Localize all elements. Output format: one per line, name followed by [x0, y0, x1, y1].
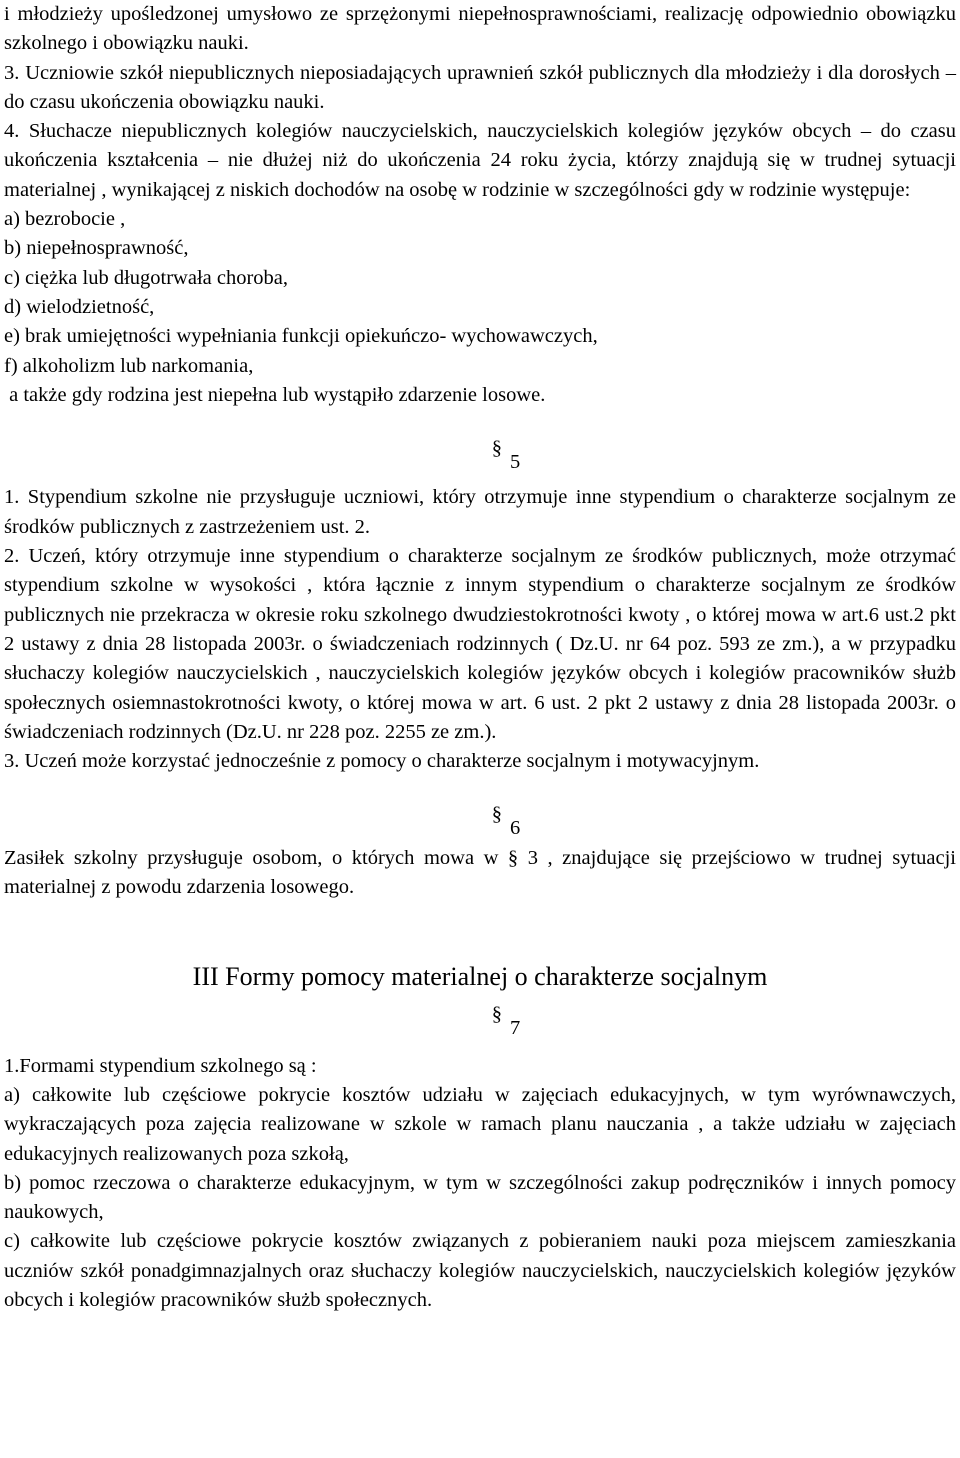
section-symbol: §: [491, 803, 502, 826]
section-number: 7: [510, 1017, 521, 1040]
section-5-heading: [4, 437, 956, 477]
list-item: c) ciężka lub długotrwała choroba,: [4, 266, 289, 289]
section-7-lead: 1.Formami stypendium szkolnego są :: [4, 1054, 317, 1077]
document-page: [4, 0, 956, 1315]
section-6-heading: [4, 803, 956, 843]
section-5-paragraph-3: 3. Uczeń może korzystać jednocześnie z pomocy o charakterze socjalnym i motywacyjnym.: [4, 750, 760, 773]
list-item: a) bezrobocie ,: [4, 208, 126, 231]
section-7-item-c: c) całkowite lub częściowe pokrycie kosztów związanych z pobieraniem nauki poza miejscem zamieszkania uczniów szkół ponadgimnazjalnych oraz słuchaczy kolegiów nauczycielskich, nauczycielskich kolegiów języków obcych i kolegiów pracowników służb społecznych.: [4, 1230, 956, 1311]
section-symbol: §: [491, 1003, 502, 1026]
section-number: 6: [510, 817, 521, 840]
intro-paragraph-3: 3. Uczniowie szkół niepublicznych nieposiadających uprawnień szkół publicznych dla młodzieży i dla dorosłych – do czasu ukończenia obowiązku nauki.: [4, 61, 956, 113]
section-7-heading: [4, 1003, 956, 1043]
section-number: 5: [510, 451, 521, 474]
intro-paragraph-continuation: i młodzieży upośledzonej umysłowo ze sprzężonymi niepełnosprawnościami, realizację odpowiednio obowiązku szkolnego i obowiązku nauki.: [4, 3, 956, 55]
intro-paragraph-4: 4. Słuchacze niepublicznych kolegiów nauczycielskich, nauczycielskich kolegiów języków obcych – do czasu ukończenia kształcenia – nie dłużej niż do ukończenia 24 roku życia, którzy znajdują się w trudnej sytuacji materialnej , wynikającej z niskich dochodów na osobę w rodzinie w szczególności gdy w rodzinie występuje:: [4, 120, 956, 201]
section-symbol: §: [491, 437, 502, 460]
list-item: a także gdy rodzina jest niepełna lub wystąpiło zdarzenie losowe.: [4, 383, 546, 406]
section-5-paragraph-1: 1. Stypendium szkolne nie przysługuje uczniowi, który otrzymuje inne stypendium o charakterze socjalnym ze środków publicznych z zastrzeżeniem ust. 2.: [4, 486, 956, 538]
section-6-paragraph: Zasiłek szkolny przysługuje osobom, o których mowa w § 3 , znajdujące się przejściowo w trudnej sytuacji materialnej z powodu zdarzenia losowego.: [4, 846, 956, 899]
list-item: e) brak umiejętności wypełniania funkcji opiekuńczo- wychowawczych,: [4, 325, 598, 348]
section-7-item-b: b) pomoc rzeczowa o charakterze edukacyjnym, w tym w szczególności zakup podręczników i innych pomocy naukowych,: [4, 1171, 956, 1224]
list-item: b) niepełnosprawność,: [4, 237, 189, 260]
section-5-paragraph-2: 2. Uczeń, który otrzymuje inne stypendium o charakterze socjalnym ze środków publicznych, może otrzymać stypendium szkolne w wysokości , która łącznie z innym stypendium o charakterze socjalnym ze środków publicznych nie przekracza w okresie roku szkolnego dwudziestokrotności kwoty , o której mowa w art.6 ust.2 pkt 2 ustawy z dnia 28 listopada 2003r. o świadczeniach rodzinnych ( Dz.U. nr 64 poz. 593 ze zm.), a w przypadku słuchaczy kolegiów nauczycielskich , nauczycielskich kolegiów języków obcych i kolegiów pracowników służb społecznych osiemnastokrotności kwoty, o której mowa w art. 6 ust. 2 pkt 2 ustawy z dnia 28 listopada 2003r. o świadczeniach rodzinnych (Dz.U. nr 228 poz. 2255 ze zm.).: [4, 545, 956, 743]
chapter-heading: III Formy pomocy materialnej o charakterze socjalnym: [192, 962, 768, 992]
criteria-list: [4, 205, 956, 410]
section-7-item-a: a) całkowite lub częściowe pokrycie kosztów udziału w zajęciach edukacyjnych, w tym wyrównawczych, wykraczających poza zajęcia realizowane w szkole w ramach planu nauczania , a także udziału w zajęciach edukacyjnych realizowanych poza szkołą,: [4, 1083, 956, 1165]
list-item: f) alkoholizm lub narkomania,: [4, 354, 254, 377]
list-item: d) wielodzietność,: [4, 295, 155, 318]
